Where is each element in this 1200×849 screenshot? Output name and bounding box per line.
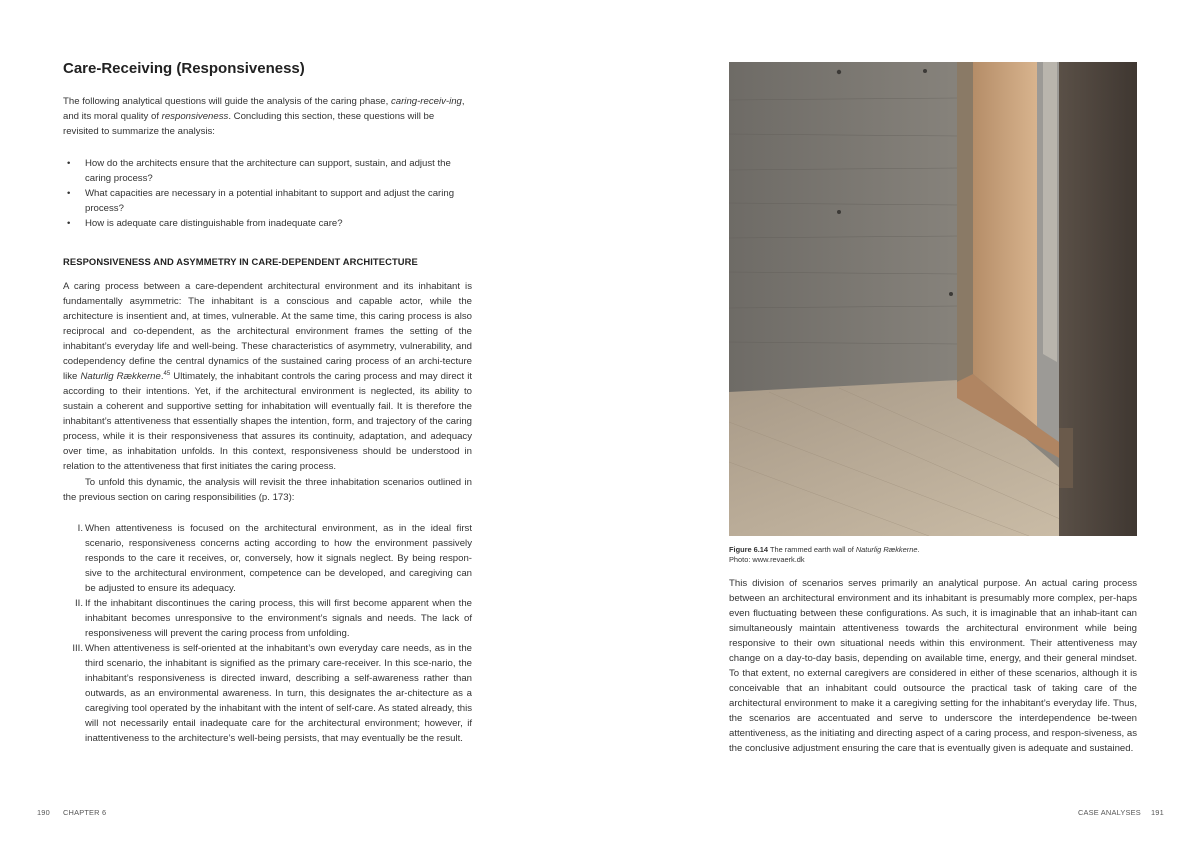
body-paragraph-1: A caring process between a care-dependent architectural environment and its inhabitant is fundamentally asymmetric: The inhabitant is a conscious and capable actor, while the architecture is insentient and, at times, vulnerable. At the same time, this caring process is also reciprocal and co-dependent, as the architectural environment frames the setting of the inhabitant’s everyday life and well-being. These characteristics of asymmetry, vulnerability, and codependency define the central dynamics of the sustained caring process of an archi-tecture like Naturlig Rækkerne.$^{45}$ Ultimately, the inhabitant controls the caring process and may direct it according to their intentions. Yet, if the architectural environment is neglected, its ability to sustain a coherent and supportive setting for inhabitation will eventually fail. It is therefore the inhabitant’s attentiveness that essentially shapes the intention, form, and trajectory of the caring process, while it is their responsiveness that assures its continuity, adaptation, and adequacy over time, as inhabitation unfolds. In this context, responsiveness should be understood in relation to the attentiveness that first initiates the caring process. <box>63 281 473 472</box>
scenario-numeral: II. <box>75 598 83 609</box>
page-number-right: 191 <box>1151 808 1164 817</box>
caption-italic: Naturlig Rækkerne <box>855 545 918 554</box>
figure-photo <box>729 62 1137 536</box>
scenario-item <box>63 596 472 641</box>
question-item <box>63 186 472 216</box>
scenario-item <box>63 641 472 746</box>
running-head-left: CHAPTER 6 <box>63 808 107 817</box>
question-text: How do the architects ensure that the architecture can support, sustain, and adjust the caring process? <box>85 158 451 184</box>
bullet-icon: • <box>67 218 71 229</box>
scenario-text: When attentiveness is focused on the architectural environment, as in the ideal first scenario, responsiveness concerns acting according to how the environment passively responds to the care it receives, or, conversely, how it signals neglect. By being respon-sive to the architectural environment, competence can be developed, and caregiving can be adjusted to ensure its adequacy. <box>85 523 472 594</box>
bullet-icon: • <box>67 188 71 199</box>
scenario-text: When attentiveness is self-oriented at the inhabitant’s own everyday care needs, as in the third scenario, the inhabitant is signified as the primary care-receiver. In this sce-nario, the inhabitant’s responsiveness is directed inward, describing a self-awareness rather than outwards, as an environmental awareness. In turn, this designates the ar-chitecture as a caregiving tool operated by the inhabitant with the intent of self-care. As stated already, this will not necessarily entail inadequate care for the architectural environment; however, if inattentiveness to the architecture’s well-being persists, that may eventually be the result. <box>85 643 472 744</box>
photo-credit: Photo: www.revaerk.dk <box>729 555 805 564</box>
scenario-text: If the inhabitant discontinues the caring process, this will first become apparent when the inhabitant becomes unresponsive to the environment’s signals and needs. The lack of responsiveness will prevent the caring process from unfolding. <box>85 598 472 639</box>
body-paragraph-3: This division of scenarios serves primarily an analytical purpose. An actual caring process between an architectural environment and its inhabitant is presumably more complex, per-haps even fluctuating between these configurations. As such, it is imaginable that an inhab-itant can simultaneously maintain attentiveness towards the architectural environment while being responsive to their own situational needs within this environment. Their attentiveness may change on a day-to-day basis, depending on available time, energy, and their general mindset. To that extent, no external caregivers are considered in either of these scenarios, although it is conceivable that an inhabitant could outsource the practical task of taking care of the architectural environment to make it a caregiving setting for the inhabitant’s everyday life. Thus, the scenarios are accentuated and serve to underscore the interdependence be-tween attentiveness, as the initiating and directing aspect of a caring process, and respon-siveness, as the conclusive adjustment ensuring the care that is eventually given is adequate and sustained. <box>729 578 1137 754</box>
question-text: What capacities are necessary in a potential inhabitant to support and adjust the caring process? <box>85 188 455 214</box>
scenario-numeral: I. <box>77 523 83 534</box>
figure-caption <box>729 545 1137 565</box>
scenario-item <box>63 521 472 596</box>
page-number-left: 190 <box>37 808 50 817</box>
caption-end: . <box>917 545 920 554</box>
figure-label: Figure 6.14 <box>729 545 769 554</box>
scenarios-list <box>63 521 472 746</box>
question-item <box>63 156 472 186</box>
right-page <box>600 0 1200 849</box>
body-paragraph-2: To unfold this dynamic, the analysis will revisit the three inhabitation scenarios outlined in the previous section on caring responsibilities (p. 173): <box>63 477 472 503</box>
rammed-earth-wall-photo <box>729 62 1137 536</box>
analytical-questions-list <box>63 156 472 231</box>
running-head-right: CASE ANALYSES <box>1078 808 1141 817</box>
question-item <box>63 216 472 231</box>
section-heading: Care-Receiving (Responsiveness) <box>63 60 305 77</box>
subsection-heading: RESPONSIVENESS AND ASYMMETRY IN CARE-DEPENDENT ARCHITECTURE <box>63 256 418 267</box>
bullet-icon: • <box>67 158 71 169</box>
question-text: How is adequate care distinguishable from inadequate care? <box>85 218 343 229</box>
scenario-numeral: III. <box>72 643 83 654</box>
caption-text: The rammed earth wall of <box>768 545 856 554</box>
intro-paragraph: The following analytical questions will guide the analysis of the caring phase, caring-receiv-ing, and its moral quality of responsiveness. Concluding this section, these questions will be revisited to summarize the analysis: <box>63 96 465 137</box>
